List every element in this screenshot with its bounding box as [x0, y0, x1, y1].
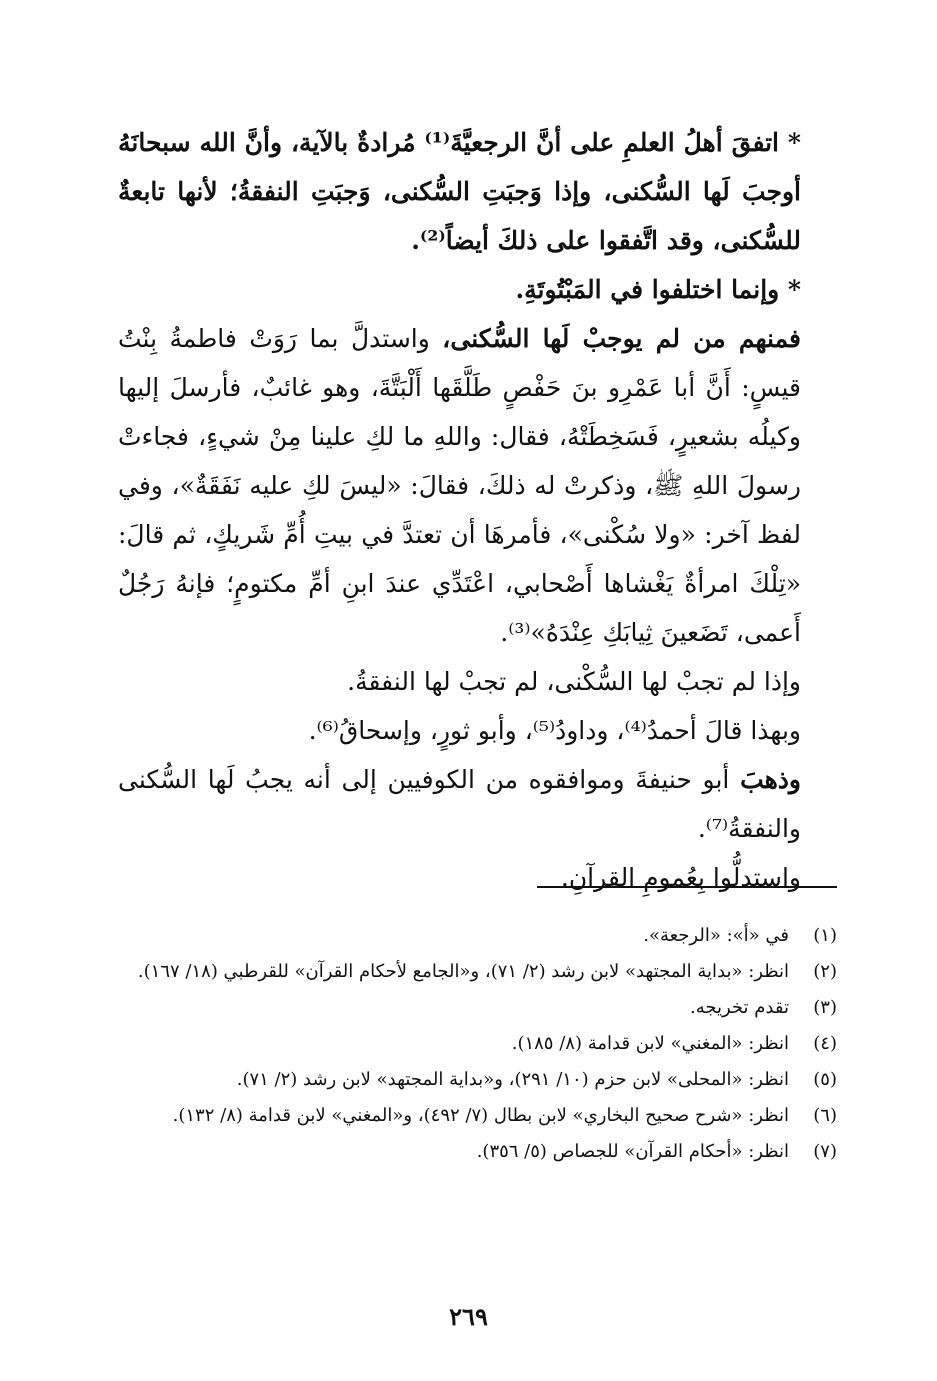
- footnote-number: (٦): [813, 1105, 837, 1126]
- footnote-number: (١): [813, 925, 837, 946]
- footnote-number: (٧): [813, 1141, 837, 1162]
- footnote-text: انظر: «بداية المجتهد» لابن رشد (٢/ ٧١)، و«الجامع لأحكام القرآن» للقرطبي (١٨/ ١٦٧).: [137, 961, 789, 982]
- paragraph-6: [118, 755, 837, 853]
- paragraph-7: واستدلُّوا بِعُمومِ القرآنِ.: [560, 863, 801, 892]
- paragraph-4: وإذا لم تجبْ لها السُّكْنى، لم تجبْ لها النفقةُ.: [347, 667, 801, 696]
- footnote-text: انظر: «شرح صحيح البخاري» لابن بطال (٧/ ٤٩٢)، و«المغني» لابن قدامة (٨/ ١٣٢).: [172, 1105, 789, 1126]
- paragraph-2: * وإنما اختلفوا في المَبْتُوتَةِ.: [515, 275, 801, 304]
- footnote-text: في «أ»: «الرجعة».: [643, 925, 789, 946]
- footnote-1: [118, 920, 837, 952]
- main-text: [118, 118, 837, 902]
- paragraph-5: وبهذا قالَ أحمدُ⁽⁴⁾، وداودُ⁽⁵⁾، وأبو ثورٍ، وإسحاقُ⁽⁶⁾.: [308, 716, 801, 745]
- paragraph-3-body: واستدلَّ بما رَوَتْ فاطمةُ بِنْتُ قيسٍ: أَنَّ أبا عَمْرِو بنَ حَفْصٍ طَلَّقَها أَلْبَتَّةَ، وهو غائبٌ، فأرسلَ إليها وكيلُه بشعيرٍ، فَسَخِطَتْهُ، فقال: واللهِ ما لكِ علينا مِنْ شيءٍ، فجاءتْ رسولَ اللهِ ﷺ، وذكرتْ له ذلكَ، فقالَ: «ليسَ لكِ عليه نَفَقَةٌ»، وفي لفظ آخر: «ولا سُكْنى»، فأمرهَا أن تعتدَّ في بيتِ أُمِّ شَريكٍ، ثم قالَ: «تِلْكَ امرأةٌ يَغْشاها أَصْحابي، اعْتَدِّي عندَ ابنِ أمِّ مكتومٍ؛ فإنهُ رَجُلٌ أَعمى، تَضَعينَ ثِيابَكِ عِنْدَهُ»⁽³⁾.: [118, 324, 801, 647]
- footnote-separator: [537, 886, 837, 888]
- paragraph-3-lead: فمنهم من لم يوجبْ لَها السُّكنى،: [442, 324, 801, 353]
- paragraph-6-body: أبو حنيفةَ وموافقوه من الكوفيين إلى أنه يجبُ لَها السُّكنى والنفقةُ⁽⁷⁾.: [118, 765, 801, 843]
- footnote-text: انظر: «أحكام القرآن» للجصاص (٥/ ٣٥٦).: [476, 1141, 789, 1162]
- footnote-text: انظر: «المحلى» لابن حزم (١٠/ ٢٩١)، و«بداية المجتهد» لابن رشد (٢/ ٧١).: [236, 1069, 789, 1090]
- paragraph-3: [118, 314, 837, 657]
- page-number: ٢٦٩: [449, 1302, 488, 1331]
- footnote-number: (٤): [813, 1033, 837, 1054]
- footnote-number: (٥): [813, 1069, 837, 1090]
- footnote-4: [118, 1028, 837, 1060]
- footnote-text: تقدم تخريجه.: [690, 997, 789, 1018]
- footnote-number: (٣): [813, 997, 837, 1018]
- footnote-7: [118, 1136, 837, 1168]
- footnote-text: انظر: «المغني» لابن قدامة (٨/ ١٨٥).: [511, 1033, 789, 1054]
- footnote-2: [118, 956, 837, 988]
- footnote-5: [118, 1064, 837, 1096]
- footnotes: [118, 920, 837, 1172]
- footnote-number: (٢): [813, 961, 837, 982]
- footnote-6: [118, 1100, 837, 1132]
- footnote-3: [118, 992, 837, 1024]
- paragraph-1: * اتفقَ أهلُ العلمِ على أنَّ الرجعيَّةَ⁽¹⁾ مُرادةٌ بالآية، وأنَّ الله سبحانَهُ أوجبَ لَها السُّكنى، وإذا وَجبَتِ السُّكنى، وَجبَتِ النفقةُ؛ لأنها تابعةٌ للسُّكنى، وقد اتَّفقوا على ذلكَ أيضاً⁽²⁾.: [118, 128, 801, 255]
- paragraph-6-lead: وذهبَ: [740, 765, 801, 794]
